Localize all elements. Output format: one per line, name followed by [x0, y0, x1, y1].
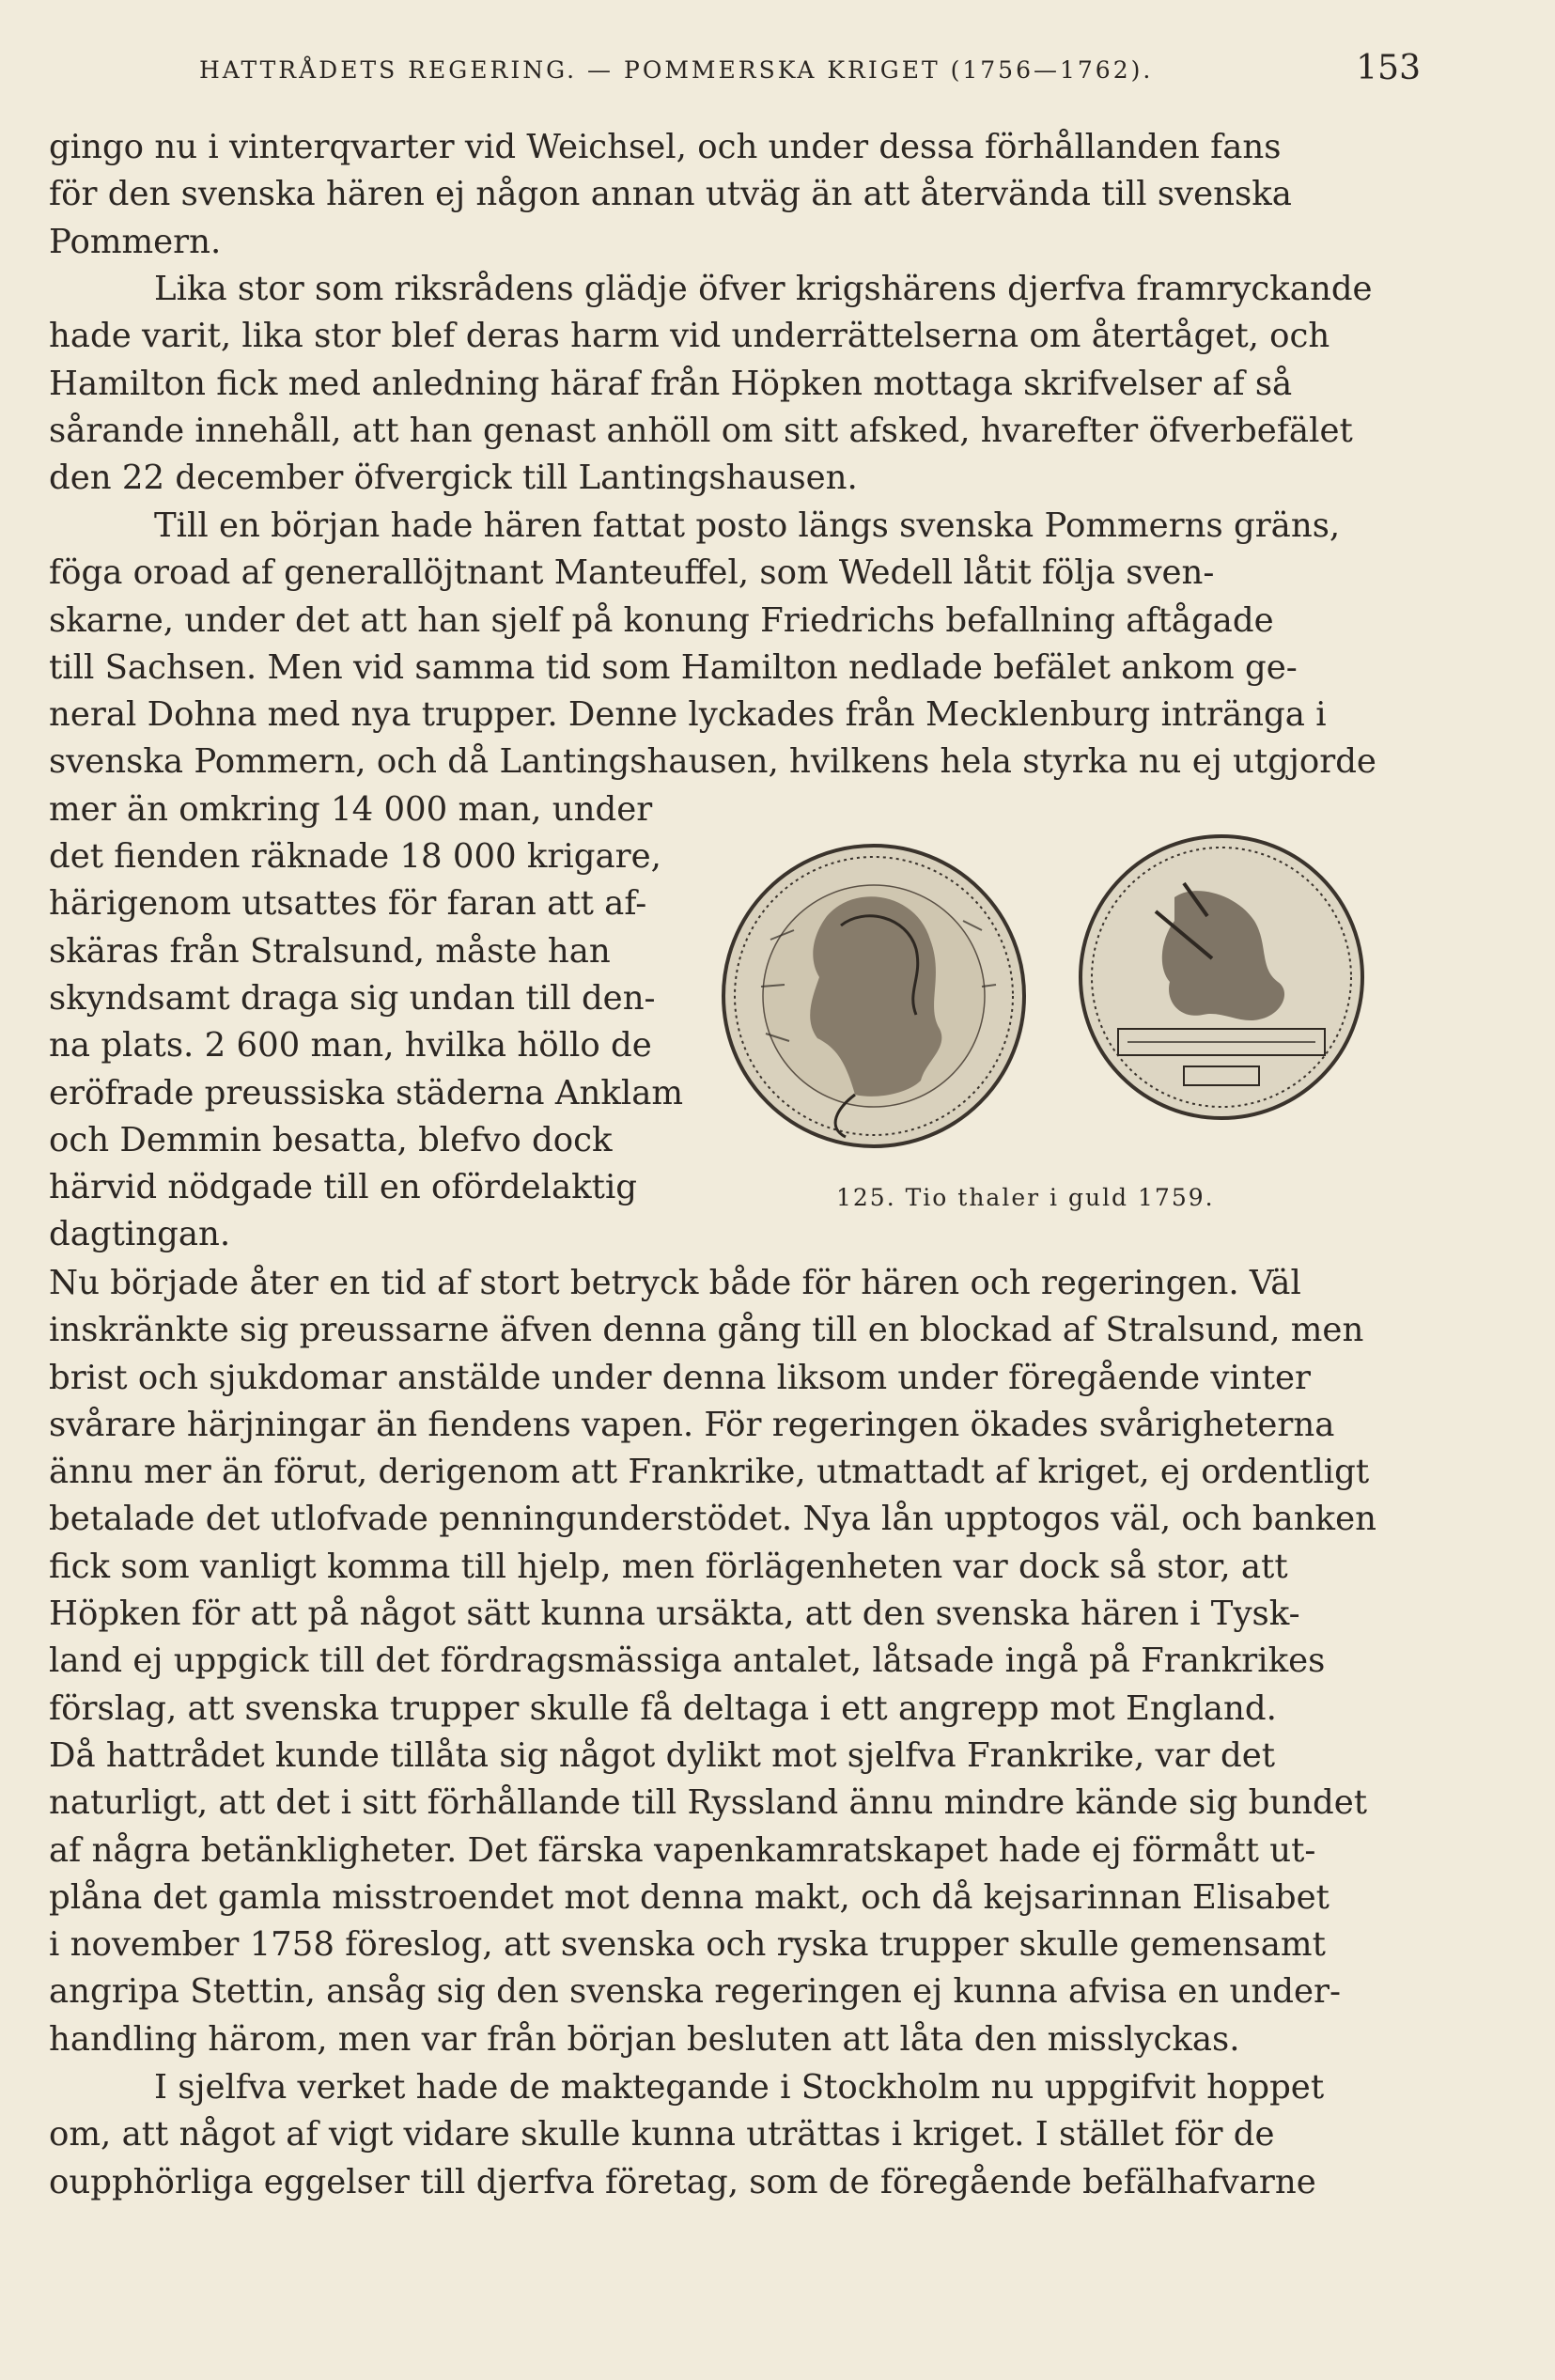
coin-figure	[714, 827, 1372, 1221]
text-line: eröfrade preussiska städerna Anklam	[49, 1073, 684, 1112]
text-line: mer än omkring 14 000 man, under	[49, 789, 653, 829]
text-line: för den svenska hären ej någon annan utväg än att återvända till svenska	[49, 175, 1292, 214]
text-line: oupphörliga eggelser till djerfva företag, som de föregående befälhafvarne	[49, 2162, 1316, 2201]
coin-obverse-image	[714, 827, 1034, 1165]
text-line: hade varit, lika stor blef deras harm vid underrättelserna om återtåget, och	[49, 317, 1330, 356]
text-line: land ej uppgick till det fördragsmässiga antalet, låtsade ingå på Frankrikes	[49, 1641, 1326, 1681]
figure-caption: 125. Tio thaler i guld 1759.	[836, 1184, 1215, 1211]
text-line: skyndsamt draga sig undan till den-	[49, 978, 656, 1018]
text-line: fick som vanligt komma till hjelp, men förlägenheten var dock så stor, att	[49, 1547, 1288, 1586]
text-line: dagtingan.	[49, 1215, 231, 1254]
text-line: den 22 december öfvergick till Lantingshausen.	[49, 459, 858, 498]
text-line: plåna det gamla misstroendet mot denna makt, och då kejsarinnan Elisabet	[49, 1877, 1330, 1917]
text-line: Då hattrådet kunde tillåta sig något dylikt mot sjelfva Frankrike, var det	[49, 1735, 1276, 1775]
text-line: i november 1758 föreslog, att svenska och ryska trupper skulle gemensamt	[49, 1925, 1326, 1965]
text-line: Nu började åter en tid af stort betryck både för hären och regeringen. Väl	[49, 1264, 1301, 1302]
text-line: föga oroad af generallöjtnant Manteuffel, som Wedell låtit följa sven-	[49, 553, 1215, 593]
text-line: Höpken för att på något sätt kunna ursäkta, att den svenska hären i Tysk-	[49, 1594, 1300, 1634]
text-line: Till en början hade hären fattat posto längs svenska Pommerns gräns,	[154, 506, 1341, 545]
text-line: härigenom utsattes för faran att af-	[49, 884, 647, 924]
paragraph-4	[49, 1260, 1407, 2063]
text-line: na plats. 2 600 man, hvilka höllo de	[49, 1026, 652, 1066]
text-line: angripa Stettin, ansåg sig den svenska regeringen ej kunna afvisa en under-	[49, 1972, 1341, 2012]
text-line: svårare härjningar än fiendens vapen. För regeringen ökades svårigheterna	[49, 1405, 1335, 1444]
text-line: skäras från Stralsund, måste han	[49, 931, 611, 971]
text-line: neral Dohna med nya trupper. Denne lyckades från Mecklenburg intränga i	[49, 695, 1327, 735]
paragraph-1	[49, 124, 1407, 266]
paragraph-5	[49, 2064, 1407, 2206]
running-title: HATTRÅDETS REGERING. — POMMERSKA KRIGET (1756—1762).	[199, 56, 1154, 84]
paragraph-2	[49, 266, 1407, 502]
text-line: om, att något af vigt vidare skulle kunna uträttas i kriget. I stället för de	[49, 2115, 1275, 2154]
text-line: och Demmin besatta, blefvo dock	[49, 1120, 613, 1159]
text-line: I sjelfva verket hade de maktegande i Stockholm nu uppgifvit hoppet	[154, 2068, 1325, 2107]
text-line: härvid nödgade till en ofördelaktig	[49, 1168, 638, 1207]
text-line: Hamilton fick med anledning häraf från Höpken mottaga skrifvelser af så	[49, 364, 1293, 403]
text-line: Lika stor som riksrådens glädje öfver krigshärens djerfva framryckande	[154, 270, 1373, 308]
text-line: ännu mer än förut, derigenom att Frankrike, utmattadt af kriget, ej ordentligt	[49, 1453, 1370, 1492]
page-header	[199, 45, 1421, 101]
text-line: af några betänkligheter. Det färska vapenkamratskapet hade ej förmått ut-	[49, 1830, 1316, 1870]
page-number: 153	[1356, 49, 1421, 87]
text-line: brist och sjukdomar anstälde under denna liksom under föregående vinter	[49, 1358, 1311, 1397]
text-line: Pommern.	[49, 222, 222, 261]
text-line: sårande innehåll, att han genast anhöll om sitt afsked, hvarefter öfverbefälet	[49, 411, 1353, 450]
coin-reverse-image	[1071, 827, 1372, 1128]
text-line: skarne, under det att han sjelf på konung Friedrichs befallning aftågade	[49, 600, 1274, 640]
text-line: naturligt, att det i sitt förhållande till Ryssland ännu mindre kände sig bundet	[49, 1783, 1368, 1823]
text-line: det fienden räknade 18 000 krigare,	[49, 837, 661, 877]
text-line: gingo nu i vinterqvarter vid Weichsel, och under dessa förhållanden fans	[49, 128, 1282, 166]
text-line: till Sachsen. Men vid samma tid som Hamilton nedlade befälet ankom ge-	[49, 647, 1298, 687]
text-line: förslag, att svenska trupper skulle få deltaga i ett angrepp mot England.	[49, 1688, 1277, 1728]
text-line: inskränkte sig preussarne äfven denna gång till en blockad af Stralsund, men	[49, 1311, 1364, 1350]
text-line: betalade det utlofvade penningunderstödet. Nya lån upptogos väl, och banken	[49, 1500, 1376, 1539]
text-line: handling härom, men var från början besluten att låta den misslyckas.	[49, 2019, 1240, 2059]
text-line: svenska Pommern, och då Lantingshausen, hvilkens hela styrka nu ej utgjorde	[49, 742, 1376, 782]
